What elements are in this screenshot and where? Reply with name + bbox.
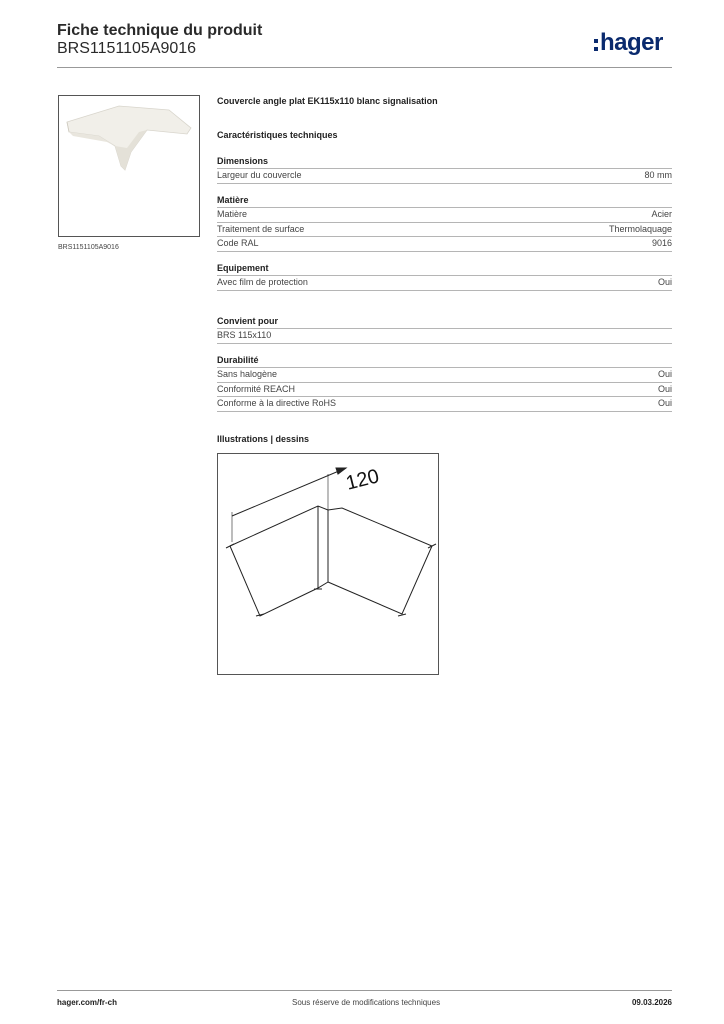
spec-value: Oui [657,277,672,287]
spec-row [217,276,672,291]
section-title: Convient pour [217,316,672,329]
spec-row [217,397,672,412]
header-divider [57,67,672,68]
spec-row [217,223,672,238]
product-image-icon [59,96,199,236]
spec-value: Acier [651,209,672,219]
technical-drawing [217,453,439,675]
product-photo [58,95,200,237]
spec-label: Conforme à la directive RoHS [217,398,337,408]
section-matiere [217,195,672,252]
section-illustrations [217,434,672,444]
logo-wordmark: hager [600,29,663,56]
section-title: Dimensions [217,156,672,169]
logo-dots-icon [594,39,598,51]
product-description [217,96,672,106]
section-title: Equipement [217,263,672,276]
spec-value: Oui [657,369,672,379]
spec-label: Conformité REACH [217,383,296,394]
spec-value: Oui [657,383,672,394]
section-title: Illustrations | dessins [217,434,310,444]
spec-label: Code RAL [217,238,259,248]
specs-heading [217,130,672,140]
footer-divider [57,990,672,991]
page-title: Fiche technique du produit [57,22,263,39]
section-convient [217,316,672,344]
photo-caption: BRS1151105A9016 [58,244,119,251]
spec-value: Thermolaquage [608,223,672,234]
section-title: Matière [217,195,672,208]
footer-website-link[interactable]: hager.com/fr-ch [57,998,118,1007]
footer-date: 09.03.2026 [631,998,672,1007]
section-title: Durabilité [217,355,672,368]
section-equipement [217,263,672,291]
spec-row [217,368,672,383]
spec-label: Matière [217,209,248,219]
spec-value: 80 mm [644,170,672,180]
spec-value: Oui [657,398,672,408]
product-description-text: Couvercle angle plat EK115x110 blanc signalisation [217,96,438,106]
spec-label: Sans halogène [217,369,278,379]
hager-logo [594,28,663,58]
spec-row [217,237,672,252]
product-reference: BRS1151105A9016 [57,40,197,57]
specs-heading-text: Caractéristiques techniques [217,130,338,140]
spec-row [217,383,672,398]
spec-label: Largeur du couvercle [217,170,302,180]
spec-label: Avec film de protection [217,277,308,287]
spec-row [217,208,672,223]
spec-label: Traitement de surface [217,223,305,234]
spec-row [217,169,672,184]
footer-disclaimer: Sous réserve de modifications techniques [292,998,441,1007]
dimension-label: 120 [343,465,382,495]
angle-cover-drawing-icon [218,454,438,674]
spec-value: 9016 [651,238,672,248]
spec-row [217,329,672,344]
spec-label: BRS 115x110 [217,330,272,340]
section-dimensions [217,156,672,184]
section-durabilite [217,355,672,412]
